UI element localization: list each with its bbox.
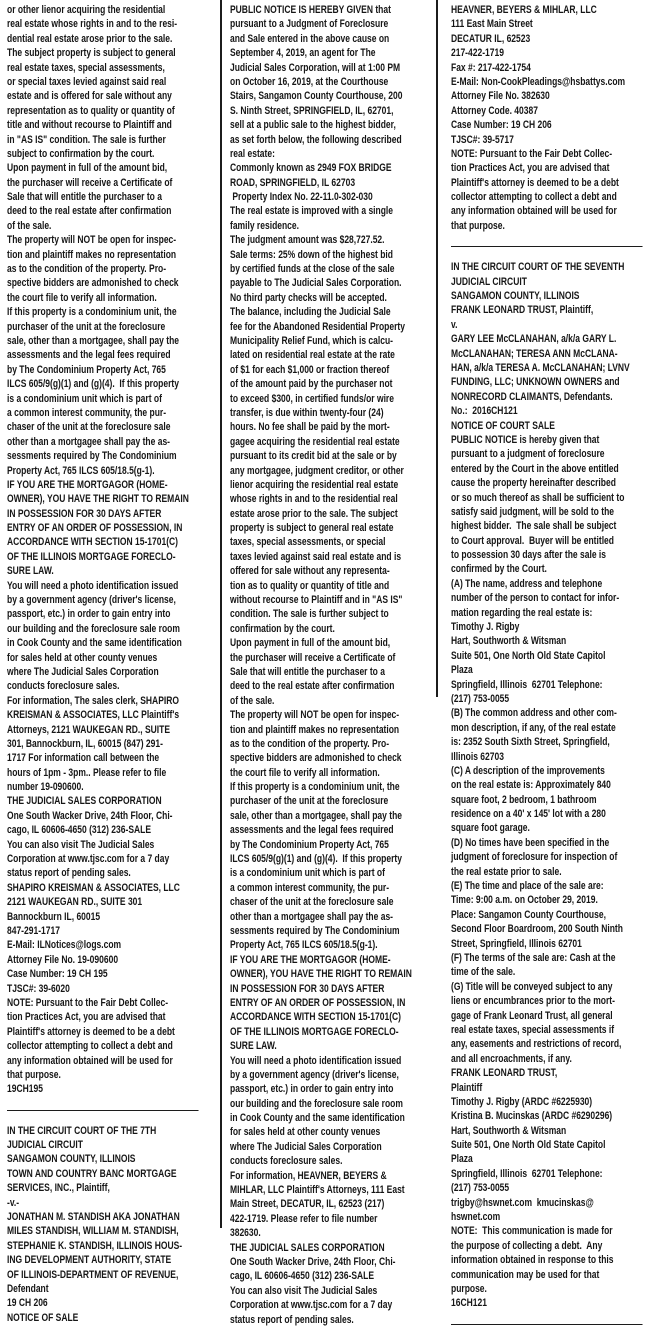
notice-line: OF THE ILLINOIS MORTGAGE FORECLO-: [230, 1025, 399, 1038]
notice-line: gagee acquiring the residential real estate: [230, 435, 400, 448]
notice-line: without recourse to Plaintiff and in "AS IS": [230, 594, 403, 607]
notice-line: tion and plaintiff makes no representation: [230, 723, 400, 736]
notice-line: SANGAMON COUNTY, ILLINOIS: [451, 290, 580, 303]
notice-line: (E) The time and place of the sale are:: [451, 880, 604, 893]
notice-line: the purchaser will receive a Certificate of: [7, 176, 173, 189]
notice-line: E-Mail: ILNotices@logs.com: [7, 939, 122, 952]
notice-line: square foot, 2 bedroom, 1 bathroom: [451, 793, 597, 806]
notice-line: The real estate is improved with a single: [230, 205, 394, 218]
notice-line: IN THE CIRCUIT COURT OF THE SEVENTH: [451, 261, 625, 274]
notice-line: NOTE: This communication is made for: [451, 1225, 613, 1238]
notice-19ch195-continuation: [7, 3, 209, 1097]
notice-line: in Cook County and the same identification: [7, 637, 182, 650]
notice-line: 2121 WAUKEGAN RD., SUITE 301: [7, 896, 143, 909]
notice-line: TOWN AND COUNTRY BANC MORTGAGE: [7, 1167, 177, 1180]
notice-line: Plaza: [451, 664, 473, 677]
notices-column-1: [7, 3, 210, 1325]
notice-line: of the amount paid by the purchaser not: [230, 378, 393, 391]
notice-line: McCLANAHAN; TERESA ANN McCLANA-: [451, 347, 618, 360]
notice-line: trigby@hswnet.com kmucinskas@: [451, 1196, 594, 1209]
notice-line: Suite 501, One North Old State Capitol: [451, 1139, 606, 1152]
notice-line: No third party checks will be accepted.: [230, 291, 387, 304]
notice-line: 19 CH 206: [7, 1297, 48, 1310]
notice-line: (A) The name, address and telephone: [451, 577, 603, 590]
notice-line: the purchaser will receive a Certificate of: [230, 651, 396, 664]
notice-line: Plaza: [451, 1153, 473, 1166]
notice-line: mation regarding the real estate is:: [451, 606, 593, 619]
notice-line: Sale that will entitle the purchaser to a: [7, 191, 162, 204]
notice-line: spective bidders are admonished to check: [230, 752, 402, 765]
notice-line: The judgment amount was $28,727.52.: [230, 234, 385, 247]
notice-line: hswnet.com: [451, 1211, 501, 1224]
notice-line: Hart, Southworth & Witsman: [451, 1124, 567, 1137]
notice-line: where The Judicial Sales Corporation: [230, 1140, 382, 1153]
notice-line: Hart, Southworth & Witsman: [451, 635, 567, 648]
notice-line: the purpose of collecting a debt. Any: [451, 1239, 603, 1252]
notice-line: Bannockburn IL, 60015: [7, 910, 101, 923]
notice-line: the real estate prior to sale.: [451, 865, 562, 878]
notice-line: JUDICIAL CIRCUIT: [451, 275, 527, 288]
notice-line: any, easements and restrictions of record,: [451, 1038, 622, 1051]
notice-line: lienor acquiring the residential real estate: [230, 478, 399, 491]
notice-line: 217-422-1719: [451, 47, 504, 60]
notice-line: Plaintiff's attorney is deemed to be a debt: [451, 176, 619, 189]
notices-column-2: [230, 3, 433, 1327]
notice-line: chaser of the unit at the foreclosure sale: [230, 896, 394, 909]
notice-line: SURE LAW.: [230, 1040, 277, 1053]
notice-line: Case Number: 19 CH 206: [451, 119, 552, 132]
notice-line: September 4, 2019, an agent for The: [230, 47, 376, 60]
notice-line: satisfy said judgment, will be sold to the: [451, 505, 614, 518]
notice-line: communication may be used for that: [451, 1268, 600, 1281]
notice-line: You will need a photo identification issued: [230, 1054, 402, 1067]
notice-line: purpose.: [451, 1282, 487, 1295]
notice-line: KREISMAN & ASSOCIATES, LLC Plaintiff's: [7, 709, 180, 722]
notice-line: tion and plaintiff makes no representation: [7, 248, 177, 261]
notice-line: status report of pending sales.: [230, 1313, 354, 1326]
notice-line: HAN, a/k/a TERESA A. McCLANAHAN; LVNV: [451, 361, 630, 374]
notice-line: OF THE ILLINOIS MORTGAGE FORECLO-: [7, 550, 176, 563]
notice-line: offered for sale without any representa-: [230, 565, 390, 578]
notice-line: subject to confirmation by the court.: [7, 147, 155, 160]
notice-line: our building and the foreclosure sale room: [7, 622, 180, 635]
notice-line: any information obtained will be used for: [451, 205, 617, 218]
notice-line: by The Condominium Property Act, 765: [7, 363, 166, 376]
notice-line: Upon payment in full of the amount bid,: [230, 637, 391, 650]
notice-line: 111 East Main Street: [451, 18, 533, 31]
notice-line: SHAPIRO KREISMAN & ASSOCIATES, LLC: [7, 881, 180, 894]
notice-line: S. Ninth Street, SPRINGFIELD, IL, 62701,: [230, 104, 394, 117]
notice-line: Suite 501, One North Old State Capitol: [451, 649, 606, 662]
notice-line: ILCS 605/9(g)(1) and (g)(4). If this property: [7, 378, 179, 391]
notice-line: NOTICE OF SALE: [7, 1311, 79, 1324]
notice-line: and all encroachments, if any.: [451, 1052, 572, 1065]
notice-line: conducts foreclosure sales.: [7, 680, 120, 693]
notice-line: payable to The Judicial Sales Corporation.: [230, 277, 402, 290]
notice-line: Stairs, Sangamon County Courthouse, 200: [230, 90, 403, 103]
notice-line: judgment of foreclosure for inspection of: [451, 851, 618, 864]
notice-line: whose rights in and to the residential real: [230, 493, 398, 506]
notice-line: ACCORDANCE WITH SECTION 15-1701(C): [7, 536, 179, 549]
notice-line: Fax #: 217-422-1754: [451, 61, 531, 74]
section-divider-rule: [451, 246, 643, 247]
notice-line: any information obtained will be used for: [7, 1054, 173, 1067]
notice-line: taxes levied against said real estate and is: [230, 550, 402, 563]
notice-line: and Sale entered in the above cause on: [230, 32, 390, 45]
notice-line: Case Number: 19 CH 195: [7, 968, 108, 981]
notice-line: in Cook County and the same identification: [230, 1112, 405, 1125]
notice-line: sessments required by The Condominium: [230, 925, 400, 937]
notice-line: The property will NOT be open for inspec-: [230, 709, 400, 722]
notice-line: by a government agency (driver's license,: [230, 1068, 399, 1081]
notice-line: You can also visit The Judicial Sales: [7, 838, 155, 851]
notice-line: the court file to verify all information.: [7, 291, 157, 304]
notice-line: OWNER), YOU HAVE THE RIGHT TO REMAIN: [7, 493, 189, 506]
notice-line: NOTE: Pursuant to the Fair Debt Collec-: [7, 996, 169, 1009]
notice-line: Property Act, 765 ILCS 605/18.5(g-1).: [7, 464, 155, 477]
notice-line: chaser of the unit at the foreclosure sale: [7, 421, 171, 434]
notice-line: entered by the Court in the above entitled: [451, 462, 619, 475]
notice-line: sale, other than a mortgagee, shall pay the: [230, 809, 402, 822]
notice-line: The balance, including the Judicial Sale: [230, 306, 391, 319]
notice-line: purchaser of the unit at the foreclosure: [7, 320, 166, 333]
notice-line: E-Mail: Non-CookPleadings@hsbattys.com: [451, 75, 626, 88]
notice-line: sell at a public sale to the highest bidder,: [230, 119, 396, 132]
notice-line: ROAD, SPRINGFIELD, IL 62703: [230, 176, 356, 189]
notice-line: (G) Title will be conveyed subject to any: [451, 980, 613, 993]
notice-line: Upon payment in full of the amount bid,: [7, 162, 168, 175]
notice-line: confirmed by the Court.: [451, 563, 547, 576]
notice-line: status report of pending sales.: [7, 867, 131, 880]
notice-line: (217) 753-0055: [451, 692, 510, 705]
notice-line: Judicial Sales Corporation, will at 1:00 PM: [230, 61, 401, 74]
notice-line: (C) A description of the improvements: [451, 764, 605, 777]
notice-line: IN POSSESSION FOR 30 DAYS AFTER: [7, 507, 162, 520]
notice-line: Main Street, DECATUR, IL, 62523 (217): [230, 1198, 385, 1211]
notice-line: real estate whose rights in and to the resi-: [7, 18, 178, 31]
notice-line: -v.-: [7, 1196, 20, 1209]
notice-line: IF YOU ARE THE MORTGAGOR (HOME-: [7, 478, 168, 491]
notice-line: NOTE: Pursuant to the Fair Debt Collec-: [451, 147, 613, 160]
notice-line: passport, etc.) in order to gain entry into: [7, 608, 171, 621]
notice-line: any mortgagee, judgment creditor, or other: [230, 464, 404, 477]
notice-line: as to the condition of the property. Pro-: [230, 737, 390, 750]
notice-line: IN THE CIRCUIT COURT OF THE 7TH: [7, 1124, 157, 1137]
notice-line: IF YOU ARE THE MORTGAGOR (HOME-: [230, 953, 391, 966]
notice-line: Springfield, Illinois 62701 Telephone:: [451, 1167, 603, 1180]
notice-line: estate arose prior to the sale. The subject: [230, 507, 398, 520]
notice-line: sessments required by The Condominium: [7, 450, 177, 463]
notice-line: THE JUDICIAL SALES CORPORATION: [230, 1241, 385, 1254]
notice-line: ING DEVELOPMENT AUTHORITY, STATE: [7, 1254, 172, 1267]
notice-line: information obtained in response to this: [451, 1254, 614, 1267]
notice-line: Attorney Code. 40387: [451, 104, 538, 117]
notice-line: SERVICES, INC., Plaintiff,: [7, 1182, 110, 1195]
notice-line: THE JUDICIAL SALES CORPORATION: [7, 795, 162, 808]
notice-line: OF ILLINOIS-DEPARTMENT OF REVENUE,: [7, 1268, 179, 1281]
notice-line: gage of Frank Leonard Trust, all general: [451, 1009, 613, 1022]
notice-line: 422-1719. Please refer to file number: [230, 1212, 378, 1225]
notice-line: Property Index No. 22-11.0-302-030: [230, 191, 373, 204]
notice-line: Second Floor Boardroom, 200 South Ninth: [451, 923, 623, 936]
notice-line: GARY LEE McCLANAHAN, a/k/a GARY L.: [451, 333, 617, 346]
notice-line: or so much thereof as shall be sufficient to: [451, 491, 625, 504]
notice-line: You will need a photo identification issued: [7, 579, 179, 592]
notice-line: number of the person to contact for infor-: [451, 592, 620, 605]
notice-19ch206-caption: [7, 1124, 209, 1325]
notice-line: 847-291-1717: [7, 925, 60, 937]
notice-line: FUNDING, LLC; UNKNOWN OWNERS and: [451, 376, 620, 389]
notice-line: that purpose.: [7, 1068, 61, 1081]
notice-line: Attorney File No. 19-090600: [7, 953, 119, 966]
notice-line: estate and is offered for sale without any: [7, 90, 172, 103]
notice-line: Sale terms: 25% down of the highest bid: [230, 248, 393, 261]
notice-line: Place: Sangamon County Courthouse,: [451, 908, 606, 921]
notice-line: that purpose.: [451, 219, 505, 232]
notice-line: Springfield, Illinois 62701 Telephone:: [451, 678, 603, 691]
notice-line: DECATUR IL, 62523: [451, 32, 531, 45]
notice-line: The subject property is subject to general: [7, 47, 176, 60]
notice-line: HEAVNER, BEYERS & MIHLAR, LLC: [451, 4, 597, 16]
notice-line: square foot garage.: [451, 822, 530, 835]
notice-line: IN POSSESSION FOR 30 DAYS AFTER: [230, 982, 385, 995]
notice-line: 16CH121: [451, 1297, 487, 1310]
notice-line: the court file to verify all information.: [230, 766, 380, 779]
section-divider-rule: [7, 1110, 199, 1111]
notice-line: Timothy J. Rigby: [451, 621, 520, 634]
notice-line: hours of 1pm - 3pm.. Please refer to file: [7, 766, 167, 779]
notice-line: Time: 9:00 a.m. on October 29, 2019.: [451, 894, 598, 907]
notice-line: PUBLIC NOTICE IS HEREBY GIVEN that: [230, 4, 391, 16]
notice-line: assessments and the legal fees required: [230, 824, 394, 837]
notice-line: Corporation at www.tjsc.com for a 7 day: [230, 1299, 393, 1312]
notice-line: is a condominium unit which is part of: [7, 392, 162, 405]
notices-column-3: [451, 3, 650, 1338]
notice-line: (F) The terms of the sale are: Cash at the: [451, 952, 616, 964]
notice-line: deed to the real estate after confirmation: [230, 680, 395, 693]
notice-line: by certified funds at the close of the sale: [230, 263, 395, 276]
notice-line: fee for the Abandoned Residential Property: [230, 320, 405, 333]
notice-line: real estate taxes, special assessments,: [7, 61, 165, 74]
notice-line: 382630.: [230, 1227, 261, 1240]
notice-line: Kristina B. Mucinskas (ARDC #6290296): [451, 1110, 613, 1123]
notice-line: cago, IL 60606-4650 (312) 236-SALE: [230, 1270, 374, 1283]
notice-line: title and without recourse to Plaintiff and: [7, 119, 172, 132]
notice-line: One South Wacker Drive, 24th Floor, Chi-: [7, 809, 173, 822]
notice-line: cago, IL 60606-4650 (312) 236-SALE: [7, 824, 151, 837]
notice-line: of the sale.: [7, 219, 52, 232]
notice-line: Property Act, 765 ILCS 605/18.5(g-1).: [230, 939, 378, 952]
notice-line: OWNER), YOU HAVE THE RIGHT TO REMAIN: [230, 968, 412, 981]
notice-line: for sales held at other county venues: [7, 651, 158, 664]
notice-line: by The Condominium Property Act, 765: [230, 838, 389, 851]
notice-line: where The Judicial Sales Corporation: [7, 665, 159, 678]
notice-line: purchaser of the unit at the foreclosure: [230, 795, 389, 808]
notice-line: is: 2352 South Sixth Street, Springfield,: [451, 736, 610, 749]
notice-line: ACCORDANCE WITH SECTION 15-1701(C): [230, 1011, 402, 1024]
notice-line: tion as to quality or quantity of title and: [230, 579, 390, 592]
notice-line: If this property is a condominium unit, the: [7, 306, 177, 319]
notice-line: conducts foreclosure sales.: [230, 1155, 343, 1168]
notice-line: collector attempting to collect a debt and: [7, 1040, 173, 1053]
notice-line: TJSC#: 39-6020: [7, 982, 70, 995]
notice-line: is a condominium unit which is part of: [230, 867, 385, 880]
notice-line: ENTRY OF AN ORDER OF POSSESSION, IN: [7, 522, 183, 535]
notice-line: v.: [451, 318, 458, 331]
notice-line: sale, other than a mortgagee, shall pay the: [7, 334, 179, 347]
notice-line: mon description, if any, of the real estate: [451, 721, 616, 734]
notice-line: deed to the real estate after confirmation: [7, 205, 172, 218]
notice-line: or other lienor acquiring the residential: [7, 4, 166, 16]
notice-16ch121: [451, 260, 650, 1311]
notice-line: confirmation by the court.: [230, 622, 335, 635]
notice-line: Plaintiff: [451, 1081, 483, 1094]
notice-line: other than a mortgagee shall pay the as-: [7, 435, 171, 448]
notice-line: to possession 30 days after the sale is: [451, 549, 607, 562]
notice-line: real estate taxes, special assessments if: [451, 1023, 615, 1036]
notice-line: Defendant: [7, 1282, 49, 1295]
notice-line: tion Practices Act, you are advised that: [451, 162, 610, 175]
notice-line: time of the sale.: [451, 966, 516, 979]
notice-line: of $1 for each $1,000 or fraction thereof: [230, 363, 390, 376]
notice-line: number 19-090600.: [7, 781, 84, 794]
notice-line: property is subject to general real estate: [230, 522, 394, 535]
notice-line: hours. No fee shall be paid by the mort-: [230, 421, 390, 434]
notice-line: STEPHANIE K. STANDISH, ILLINOIS HOUS-: [7, 1239, 183, 1252]
notice-line: real estate:: [230, 147, 275, 160]
notice-line: ILCS 605/9(g)(1) and (g)(4). If this property: [230, 853, 402, 866]
notice-line: 301, Bannockburn, IL, 60015 (847) 291-: [7, 737, 163, 750]
column-divider-rule-1: [220, 0, 222, 1228]
notice-line: Sale that will entitle the purchaser to a: [230, 665, 385, 678]
notice-line: SANGAMON COUNTY, ILLINOIS: [7, 1153, 136, 1166]
notice-line: transfer, is due within twenty-four (24): [230, 406, 384, 419]
notice-line: Attorney File No. 382630: [451, 90, 550, 103]
notice-line: For information, The sales clerk, SHAPIRO: [7, 694, 179, 707]
notice-line: our building and the foreclosure sale room: [230, 1097, 403, 1110]
notice-line: Commonly known as 2949 FOX BRIDGE: [230, 162, 392, 175]
notice-line: other than a mortgagee shall pay the as-: [230, 910, 394, 923]
notice-line: For information, HEAVNER, BEYERS &: [230, 1169, 387, 1182]
notice-line: FRANK LEONARD TRUST,: [451, 1067, 558, 1080]
notice-line: Attorneys, 2121 WAUKEGAN RD., SUITE: [7, 723, 170, 736]
column-1-text: [7, 3, 209, 1325]
notice-line: for sales held at other county venues: [230, 1126, 381, 1139]
notice-line: SURE LAW.: [7, 565, 54, 578]
notice-line: You can also visit The Judicial Sales: [230, 1284, 378, 1297]
notice-line: condition. The sale is further subject to: [230, 608, 389, 621]
column-2-text: [230, 3, 432, 1327]
notice-line: a common interest community, the pur-: [230, 881, 390, 894]
notice-line: as to the condition of the property. Pro-: [7, 263, 167, 276]
notice-line: JONATHAN M. STANDISH AKA JONATHAN: [7, 1211, 180, 1224]
notice-line: NOTICE OF COURT SALE: [451, 419, 555, 432]
notice-line: MIHLAR, LLC Plaintiff's Attorneys, 111 East: [230, 1184, 405, 1197]
notice-line: Street, Springfield, Illinois 62701: [451, 937, 582, 950]
notice-line: One South Wacker Drive, 24th Floor, Chi-: [230, 1255, 396, 1268]
notice-line: 1717 For information call between the: [7, 752, 160, 765]
notice-line: highest bidder. The sale shall be subject: [451, 520, 617, 533]
notice-line: in "AS IS" condition. The sale is further: [7, 133, 166, 146]
notice-line: Illinois 62703: [451, 750, 504, 763]
section-divider-rule: [451, 1324, 643, 1325]
column-3-text: [451, 3, 650, 1325]
notice-line: MILES STANDISH, WILLIAM M. STANDISH,: [7, 1225, 179, 1238]
notice-line: (B) The common address and other com-: [451, 707, 617, 720]
notice-line: 19CH195: [7, 1083, 43, 1096]
notice-line: pursuant to a judgment of foreclosure: [451, 448, 605, 461]
notice-line: The property will NOT be open for inspec-: [7, 234, 177, 247]
notice-line: spective bidders are admonished to check: [7, 277, 179, 290]
notice-line: residence on a 40' x 145' lot with a 280: [451, 808, 606, 821]
notice-19ch206-body: [230, 3, 432, 1327]
notice-line: to Court approval. Buyer will be entitled: [451, 534, 614, 547]
notice-line: of the sale.: [230, 694, 275, 707]
notice-line: JUDICIAL CIRCUIT: [7, 1139, 83, 1152]
notice-line: No.: 2016CH121: [451, 405, 518, 418]
notice-line: NONRECORD CLAIMANTS, Defendants.: [451, 390, 613, 403]
notice-line: tion Practices Act, you are advised that: [7, 1011, 166, 1024]
notice-line: on October 16, 2019, at the Courthouse: [230, 75, 389, 88]
notice-line: or special taxes levied against said real: [7, 75, 167, 88]
notice-line: on the real estate is: Approximately 840: [451, 779, 611, 792]
notice-line: (217) 753-0055: [451, 1182, 510, 1195]
notice-line: collector attempting to collect a debt and: [451, 191, 617, 204]
notice-line: Corporation at www.tjsc.com for a 7 day: [7, 853, 170, 866]
notice-line: ENTRY OF AN ORDER OF POSSESSION, IN: [230, 996, 406, 1009]
notice-line: Municipality Relief Fund, which is calcu-: [230, 334, 393, 347]
notice-line: dential real estate arose prior to the sale.: [7, 32, 173, 45]
notice-line: If this property is a condominium unit, the: [230, 781, 400, 794]
notice-line: lated on residential real estate at the rate: [230, 349, 395, 362]
notice-line: passport, etc.) in order to gain entry into: [230, 1083, 394, 1096]
notice-line: a common interest community, the pur-: [7, 406, 167, 419]
notice-line: to exceed $300, in certified funds/or wire: [230, 392, 394, 405]
notice-line: Timothy J. Rigby (ARDC #6225930): [451, 1095, 593, 1108]
notice-line: by a government agency (driver's license,: [7, 594, 176, 607]
notice-line: as set forth below, the following described: [230, 133, 402, 146]
notice-line: representation as to quality or quantity of: [7, 104, 175, 117]
notice-line: (D) No times have been specified in the: [451, 836, 610, 849]
notice-line: FRANK LEONARD TRUST, Plaintiff,: [451, 304, 594, 317]
column-divider-rule-2: [436, 0, 438, 697]
notice-line: liens or encumbrances prior to the mort-: [451, 995, 615, 1008]
notice-line: assessments and the legal fees required: [7, 349, 171, 362]
notice-19ch206-attorney-block: [451, 3, 650, 233]
notice-line: pursuant to a Judgment of Foreclosure: [230, 18, 389, 31]
notice-line: family residence.: [230, 219, 300, 232]
notice-line: taxes, special assessments, or special: [230, 536, 386, 549]
notice-line: pursuant to its credit bid at the sale or by: [230, 450, 397, 463]
notice-line: PUBLIC NOTICE is hereby given that: [451, 433, 600, 446]
notice-line: cause the property hereinafter described: [451, 477, 616, 490]
notice-line: TJSC#: 39-5717: [451, 133, 514, 146]
notice-line: Plaintiff's attorney is deemed to be a debt: [7, 1025, 175, 1038]
